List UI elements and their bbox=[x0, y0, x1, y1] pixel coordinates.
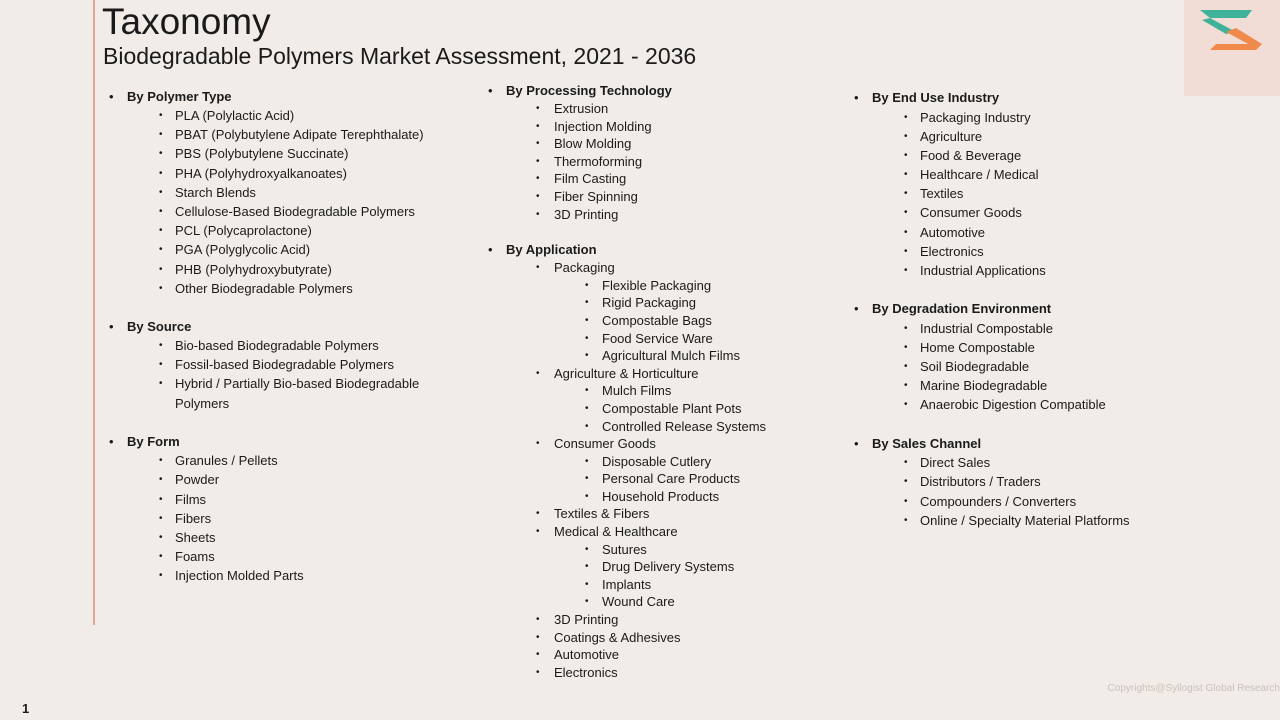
section-heading-end-use: • By End Use Industry bbox=[854, 88, 1130, 108]
list-item: • PHA (Polyhydroxyalkanoates) bbox=[109, 164, 439, 183]
list-item: • PHB (Polyhydroxybutyrate) bbox=[109, 260, 439, 279]
list-item: • Agriculture bbox=[854, 127, 1130, 146]
list-subitem: • Food Service Ware bbox=[488, 330, 766, 348]
section-heading-polymer-type: • By Polymer Type bbox=[109, 87, 439, 106]
list-subitem: • Mulch Films bbox=[488, 382, 766, 400]
list-subitem: • Compostable Plant Pots bbox=[488, 400, 766, 418]
list-item: • Powder bbox=[109, 470, 439, 489]
page-subtitle: Biodegradable Polymers Market Assessment, 2021 - 2036 bbox=[103, 43, 697, 69]
list-item: • 3D Printing bbox=[488, 611, 766, 629]
list-item: • Marine Biodegradable bbox=[854, 376, 1130, 395]
list-item: • Healthcare / Medical bbox=[854, 165, 1130, 184]
list-subitem: • Rigid Packaging bbox=[488, 294, 766, 312]
list-item: • Cellulose-Based Biodegradable Polymers bbox=[109, 202, 439, 221]
middle-column bbox=[488, 82, 766, 681]
section-heading-application: • By Application bbox=[488, 241, 766, 259]
list-item: • Fibers bbox=[109, 509, 439, 528]
list-item: • PCL (Polycaprolactone) bbox=[109, 221, 439, 240]
list-item: • Automotive bbox=[854, 223, 1130, 242]
list-item: • PGA (Polyglycolic Acid) bbox=[109, 240, 439, 259]
list-subitem: • Drug Delivery Systems bbox=[488, 558, 766, 576]
list-item: • Home Compostable bbox=[854, 338, 1130, 357]
list-item: • Distributors / Traders bbox=[854, 472, 1130, 491]
list-item: • PLA (Polylactic Acid) bbox=[109, 106, 439, 125]
list-item: • Film Casting bbox=[488, 170, 766, 188]
section-heading-source: • By Source bbox=[109, 317, 439, 336]
list-item: • Hybrid / Partially Bio-based Biodegradable Polymers bbox=[109, 374, 439, 413]
list-item: • Food & Beverage bbox=[854, 146, 1130, 165]
list-item: • Direct Sales bbox=[854, 453, 1130, 472]
list-item: • Electronics bbox=[488, 664, 766, 682]
list-item: • Bio-based Biodegradable Polymers bbox=[109, 336, 439, 355]
list-subitem: • Flexible Packaging bbox=[488, 277, 766, 295]
list-subitem: • Disposable Cutlery bbox=[488, 453, 766, 471]
list-item: • Industrial Compostable bbox=[854, 319, 1130, 338]
right-column bbox=[854, 88, 1130, 530]
list-item: • PBS (Polybutylene Succinate) bbox=[109, 144, 439, 163]
list-item: • Blow Molding bbox=[488, 135, 766, 153]
page-number: 1 bbox=[22, 701, 30, 716]
list-item: • Packaging bbox=[488, 259, 766, 277]
accent-vertical-line bbox=[93, 0, 95, 625]
list-subitem: • Implants bbox=[488, 576, 766, 594]
list-item: • Starch Blends bbox=[109, 183, 439, 202]
section-heading-form: • By Form bbox=[109, 432, 439, 451]
list-subitem: • Sutures bbox=[488, 541, 766, 559]
list-item: • Coatings & Adhesives bbox=[488, 629, 766, 647]
logo-icon bbox=[1196, 4, 1268, 52]
list-item: • Compounders / Converters bbox=[854, 492, 1130, 511]
company-logo bbox=[1184, 0, 1280, 96]
list-item: • Consumer Goods bbox=[488, 435, 766, 453]
list-item: • Other Biodegradable Polymers bbox=[109, 279, 439, 298]
copyright-text: Copyrights@Syllogist Global Research bbox=[1107, 683, 1280, 694]
list-item: • Textiles & Fibers bbox=[488, 505, 766, 523]
list-item: • Fiber Spinning bbox=[488, 188, 766, 206]
list-item: • Granules / Pellets bbox=[109, 451, 439, 470]
list-item: • Agriculture & Horticulture bbox=[488, 365, 766, 383]
list-subitem: • Wound Care bbox=[488, 593, 766, 611]
page-title: Taxonomy bbox=[102, 1, 271, 42]
list-item: • Anaerobic Digestion Compatible bbox=[854, 395, 1130, 414]
list-subitem: • Personal Care Products bbox=[488, 470, 766, 488]
section-heading-degradation: • By Degradation Environment bbox=[854, 299, 1130, 319]
list-item: • Packaging Industry bbox=[854, 108, 1130, 127]
list-item: • 3D Printing bbox=[488, 206, 766, 224]
list-item: • Automotive bbox=[488, 646, 766, 664]
list-item: • Injection Molded Parts bbox=[109, 566, 439, 585]
left-column bbox=[109, 87, 439, 586]
list-subitem: • Household Products bbox=[488, 488, 766, 506]
list-subitem: • Agricultural Mulch Films bbox=[488, 347, 766, 365]
list-item: • Textiles bbox=[854, 184, 1130, 203]
list-item: • Extrusion bbox=[488, 100, 766, 118]
list-item: • Foams bbox=[109, 547, 439, 566]
list-item: • Sheets bbox=[109, 528, 439, 547]
list-item: • Soil Biodegradable bbox=[854, 357, 1130, 376]
list-item: • Films bbox=[109, 490, 439, 509]
list-item: • Injection Molding bbox=[488, 118, 766, 136]
section-heading-sales: • By Sales Channel bbox=[854, 434, 1130, 454]
list-subitem: • Compostable Bags bbox=[488, 312, 766, 330]
list-item: • Online / Specialty Material Platforms bbox=[854, 511, 1130, 530]
list-subitem: • Controlled Release Systems bbox=[488, 418, 766, 436]
section-heading-processing: • By Processing Technology bbox=[488, 82, 766, 100]
list-item: • Medical & Healthcare bbox=[488, 523, 766, 541]
list-item: • Consumer Goods bbox=[854, 203, 1130, 222]
list-item: • Electronics bbox=[854, 242, 1130, 261]
list-item: • Fossil-based Biodegradable Polymers bbox=[109, 355, 439, 374]
list-item: • Thermoforming bbox=[488, 153, 766, 171]
list-item: • PBAT (Polybutylene Adipate Terephthalate) bbox=[109, 125, 439, 144]
list-item: • Industrial Applications bbox=[854, 261, 1130, 280]
